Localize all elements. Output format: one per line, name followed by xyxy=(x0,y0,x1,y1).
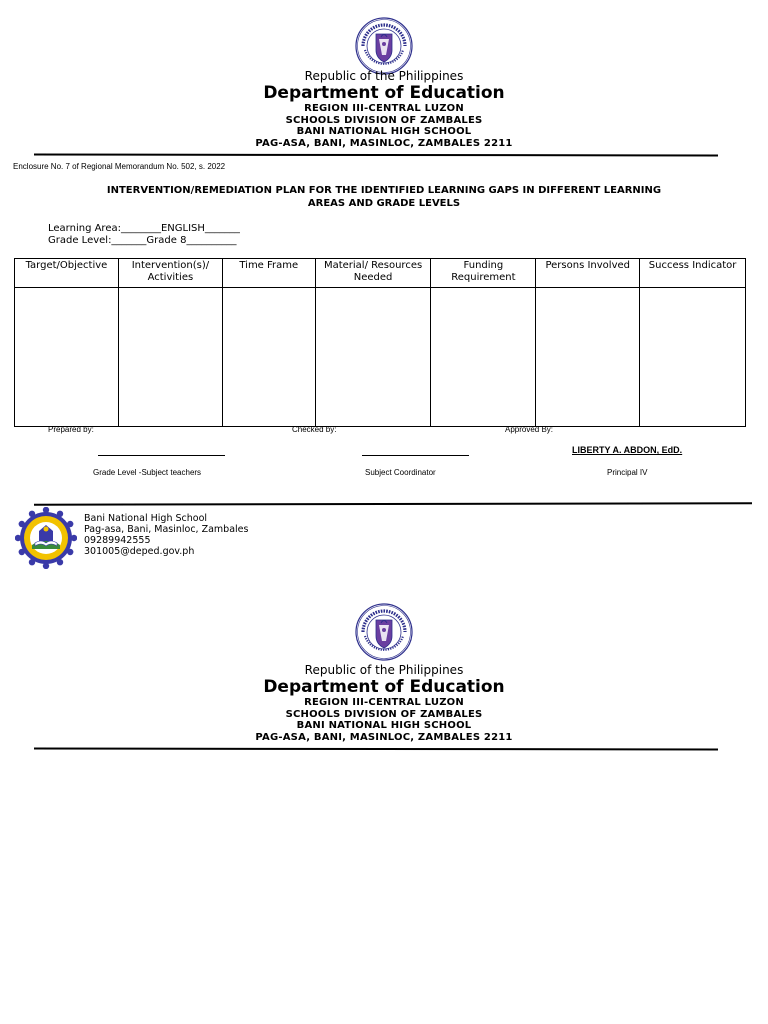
column-header-text: Material/ Resources xyxy=(323,260,423,271)
footer-email[interactable]: 301005@deped.gov.ph xyxy=(84,546,195,557)
footer-address: Pag-asa, Bani, Masinloc, Zambales xyxy=(84,524,249,535)
footer-phone: 09289942555 xyxy=(84,535,151,546)
region-line: REGION III-CENTRAL LUZON xyxy=(304,103,464,114)
learning-area-field: Learning Area:________ENGLISH_______ xyxy=(48,223,240,234)
table-cell[interactable] xyxy=(315,288,431,427)
checked-by-label: Checked by: xyxy=(292,425,337,434)
approved-by-label: Approved By: xyxy=(505,425,554,434)
table-cell[interactable] xyxy=(431,288,536,427)
coordinator-role: Subject Coordinator xyxy=(365,468,436,477)
table-column-header xyxy=(640,259,746,288)
footer-divider xyxy=(34,502,752,506)
table-column-header xyxy=(222,259,315,288)
school-logo-icon xyxy=(15,507,77,569)
header-divider xyxy=(34,154,718,157)
column-header-text: Target/Objective xyxy=(25,260,108,271)
table-column-header xyxy=(15,259,119,288)
plan-title-line2: AREAS AND GRADE LEVELS xyxy=(307,197,461,209)
deped-seal-icon xyxy=(355,17,413,75)
teachers-role: Grade Level -Subject teachers xyxy=(93,468,202,477)
deped-seal-icon xyxy=(355,603,413,661)
region-line: REGION III-CENTRAL LUZON xyxy=(304,697,464,708)
republic-heading: Republic of the Philippines xyxy=(304,69,464,83)
school-line: BANI NATIONAL HIGH SCHOOL xyxy=(296,720,472,731)
table-cell[interactable] xyxy=(15,288,119,427)
table-row xyxy=(15,288,746,427)
division-line: SCHOOLS DIVISION OF ZAMBALES xyxy=(285,708,483,720)
column-header-text: Persons Involved xyxy=(545,260,630,271)
coordinator-signature-line xyxy=(362,455,469,456)
column-header-text: Requirement xyxy=(451,271,516,283)
column-header-text: Funding xyxy=(463,260,504,271)
table-header-row xyxy=(15,259,746,288)
teacher-signature-line xyxy=(98,455,225,456)
principal-role: Principal IV xyxy=(607,468,648,477)
table-column-header xyxy=(118,259,222,288)
division-line: SCHOOLS DIVISION OF ZAMBALES xyxy=(285,114,483,126)
table-column-header xyxy=(536,259,640,288)
column-header-text: Needed xyxy=(353,271,393,283)
column-header-text: Activities xyxy=(147,271,194,283)
table-cell[interactable] xyxy=(222,288,315,427)
address-line: PAG-ASA, BANI, MASINLOC, ZAMBALES 2211 xyxy=(255,137,513,149)
address-line: PAG-ASA, BANI, MASINLOC, ZAMBALES 2211 xyxy=(255,731,513,743)
column-header-text: Success Indicator xyxy=(648,260,737,271)
republic-heading: Republic of the Philippines xyxy=(304,663,464,677)
intervention-plan-table xyxy=(14,258,746,427)
department-heading: Department of Education xyxy=(263,83,505,103)
table-cell[interactable] xyxy=(640,288,746,427)
table-column-header xyxy=(315,259,431,288)
prepared-by-label: Prepared by: xyxy=(48,425,94,434)
table-column-header xyxy=(431,259,536,288)
enclosure-note: Enclosure No. 7 of Regional Memorandum No. 502, s. 2022 xyxy=(13,162,226,171)
plan-title-line1: INTERVENTION/REMEDIATION PLAN FOR THE IDENTIFIED LEARNING GAPS IN DIFFERENT LEARNING xyxy=(106,185,662,196)
column-header-text: Time Frame xyxy=(239,260,299,271)
table-cell[interactable] xyxy=(536,288,640,427)
department-heading: Department of Education xyxy=(263,677,505,697)
column-header-text: Intervention(s)/ xyxy=(131,260,210,271)
footer-school-name: Bani National High School xyxy=(84,513,208,524)
school-line: BANI NATIONAL HIGH SCHOOL xyxy=(296,126,472,137)
header-divider xyxy=(34,748,718,751)
principal-name: LIBERTY A. ABDON, EdD. xyxy=(572,445,683,455)
table-cell[interactable] xyxy=(118,288,222,427)
grade-level-field: Grade Level:_______Grade 8__________ xyxy=(48,235,237,246)
